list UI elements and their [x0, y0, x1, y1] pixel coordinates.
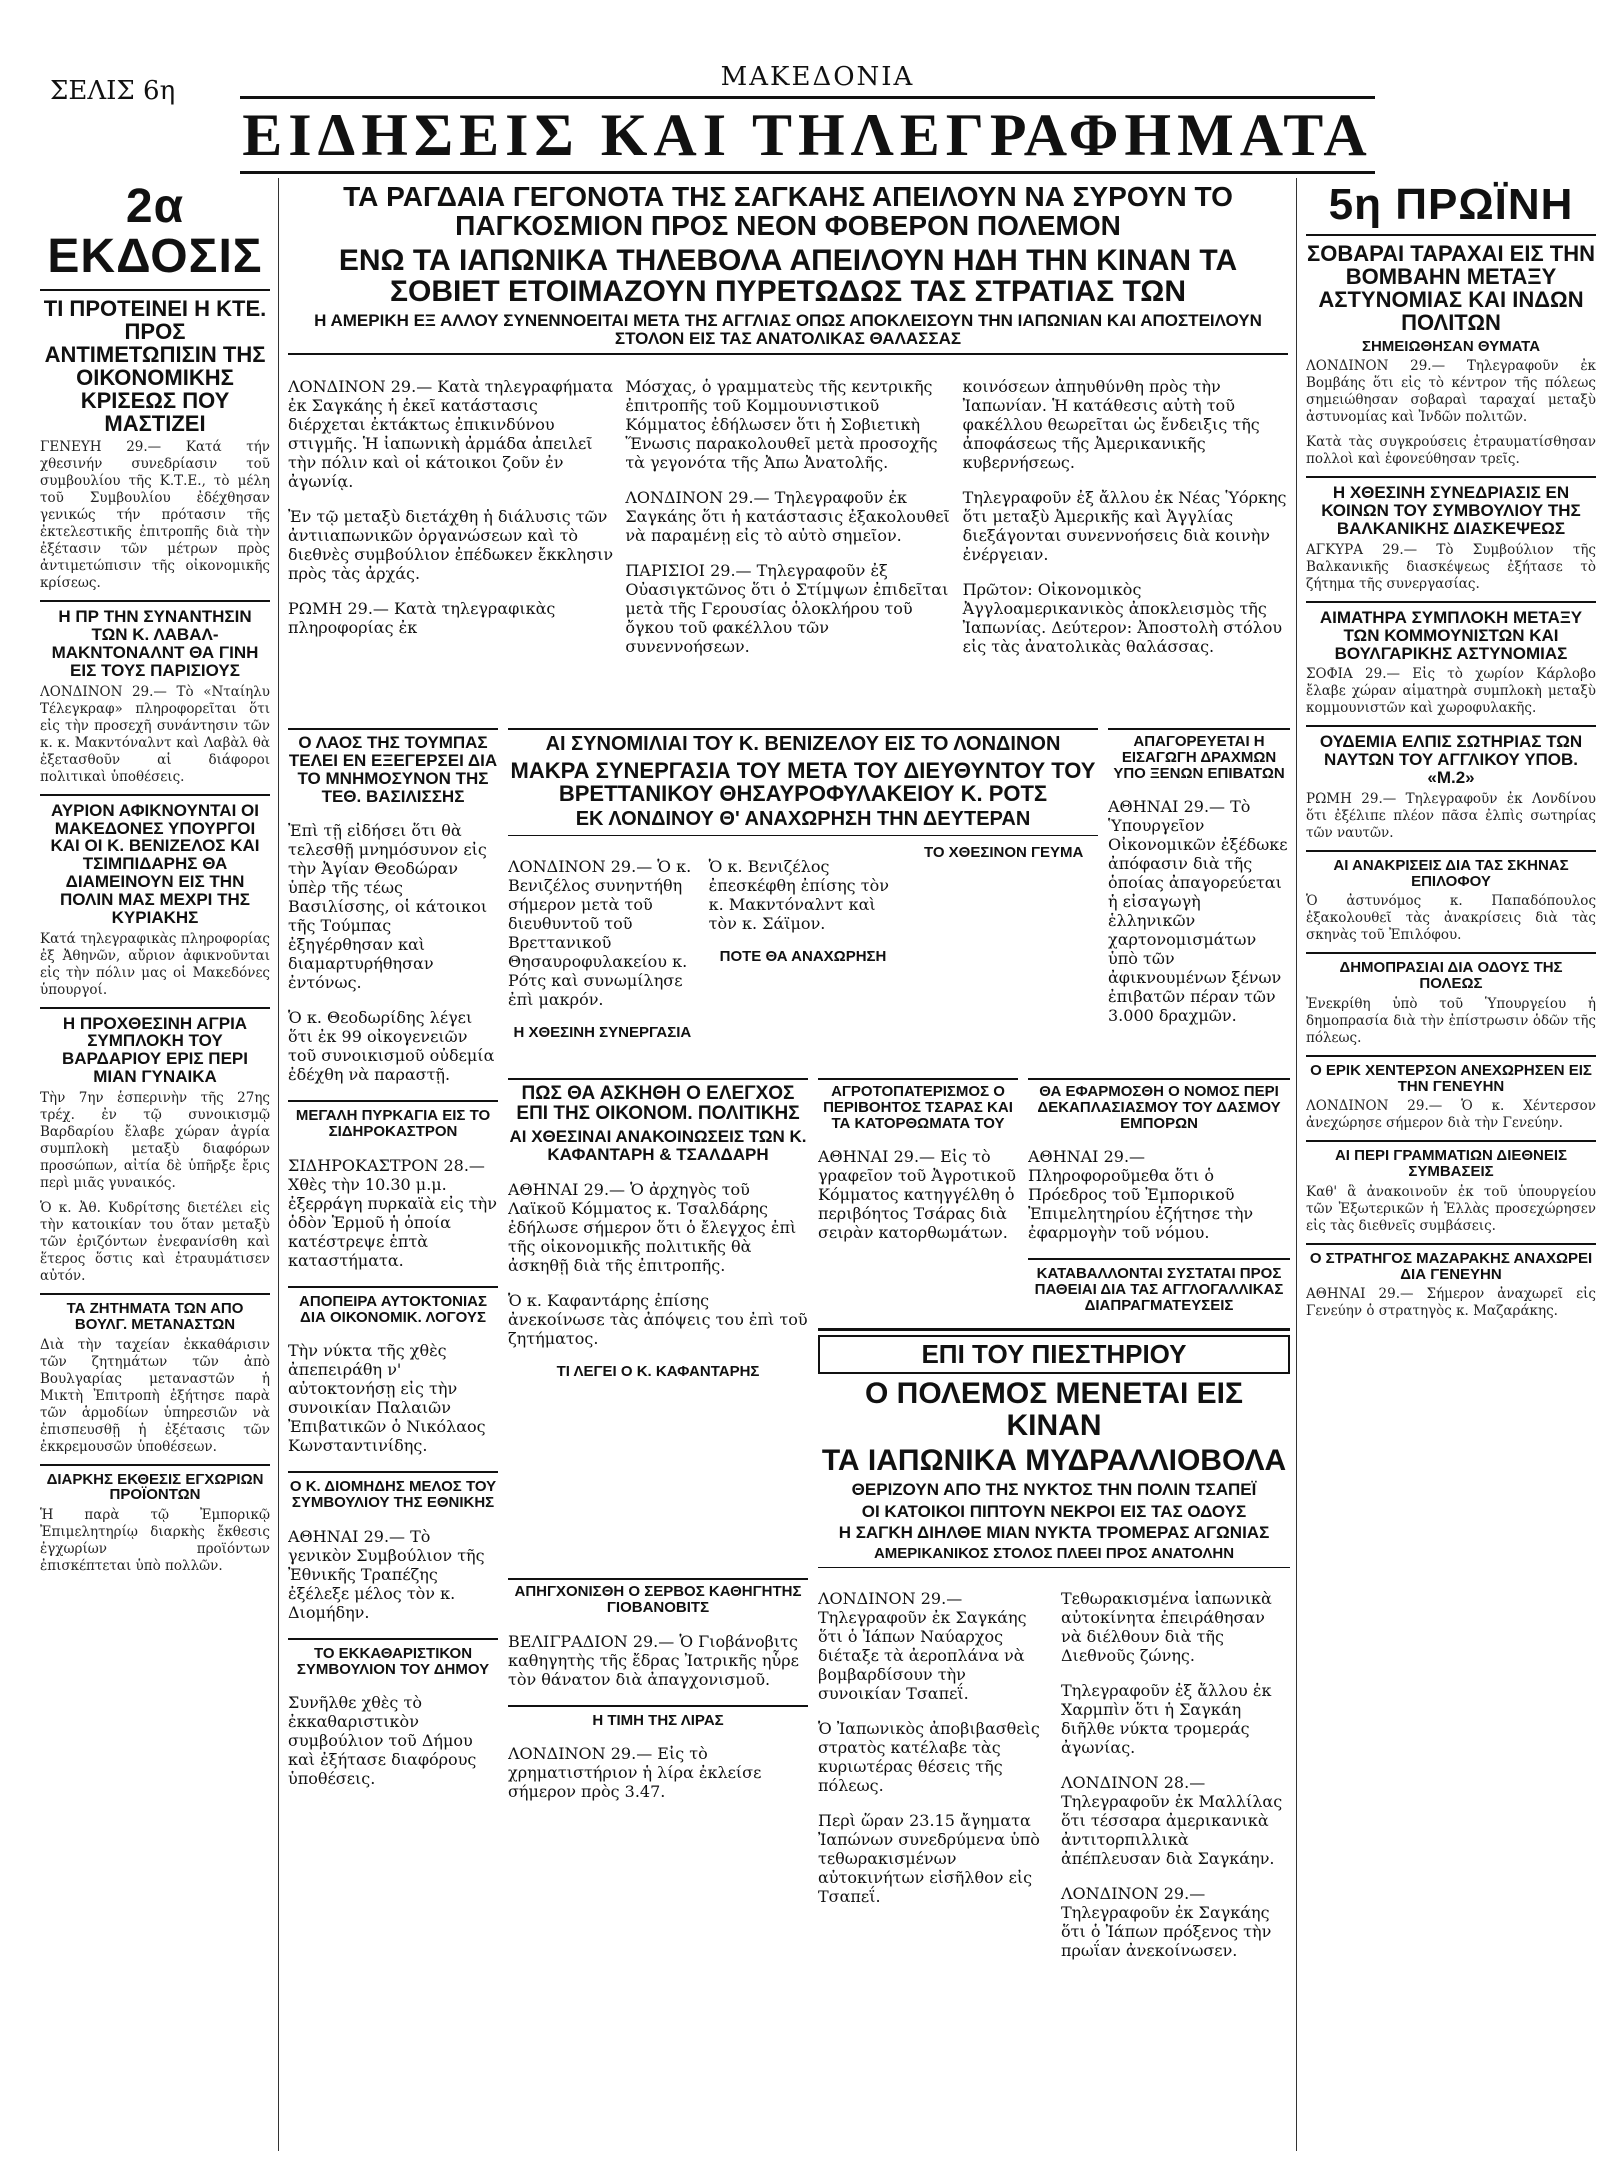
headline-auctions: ΔΗΜΟΠΡΑΣΙΑΙ ΔΙΑ ΟΔΟΥΣ ΤΗΣ ΠΟΛΕΩΣ: [1339, 959, 1563, 993]
headline-submarine: ΟΥΔΕΜΙΑ ΕΛΠΙΣ ΣΩΤΗΡΙΑΣ ΤΩΝ ΝΑΥΤΩΝ ΤΟΥ ΑΓΓΛΙΚΟΥ ΥΠΟΒ. «Μ.2»: [1319, 732, 1583, 788]
headline-venizelos: ΑΙ ΣΥΝΟΜΙΛΙΑΙ ΤΟΥ Κ. ΒΕΝΙΖΕΛΟΥ ΕΙΣ ΤΟ ΛΟΝΔΙΝΟΝ: [545, 733, 1061, 755]
article-text: ΣΟΦΙΑ 29.— Εἰς τὸ χωρίον Κάρλοβο ἔλαβε χώραν αἱματηρὰ συμπλοκὴ μεταξὺ κομμουνιστῶν καὶ χωροφυλακῆς.: [1306, 666, 1596, 717]
article-text: ΛΟΝΔΙΝΟΝ 29.— Εἰς τὸ χρηματιστήριον ἡ λίρα ἐκλείσε σήμερον πρὸς 3.47.: [508, 1744, 762, 1802]
headline-serbian: ΑΠΗΓΧΟΝΙΣΘΗ Ο ΣΕΡΒΟΣ ΚΑΘΗΓΗΤΗΣ ΓΙΟΒΑΝΟΒΙΤΣ: [514, 1583, 802, 1616]
headline-toumpa: Ο ΛΑΟΣ ΤΗΣ ΤΟΥΜΠΑΣ ΤΕΛΕΙ ΕΝ ΕΞΕΓΕΡΣΕΙ ΔΙΑ ΤΟ ΜΝΗΜΟΣΥΝΟΝ ΤΗΣ ΤΕΘ. ΒΑΣΙΛΙΣΣΗΣ: [288, 733, 498, 806]
headline-drachma: ΑΠΑΓΟΡΕΥΕΤΑΙ Η ΕΙΣΑΓΩΓΗ ΔΡΑΧΜΩΝ ΥΠΟ ΞΕΝΩΝ ΕΠΙΒΑΤΩΝ: [1113, 733, 1285, 782]
article-text: ΛΟΝΔΙΝΟΝ 29.— Τηλεγραφοῦν ἐκ Σαγκάης ὅτι ἡ κατάστασις ἐξακολουθεῖ νὰ παραμένῃ εἰς τὸ αὐτὸ σημεῖον.: [625, 488, 950, 546]
edition-label: 5η ΠΡΩΪΝΗ: [1328, 180, 1574, 229]
article-text: ΑΘΗΝΑΙ 29.— Πληροφοροῦμεθα ὅτι ὁ Πρόεδρος τοῦ Ἐμπορικοῦ Ἐπιμελητηρίου ἐζήτησε τὴν ἐφαρμογὴν τοῦ νόμου.: [1028, 1147, 1254, 1243]
article-text: ΡΩΜΗ 29.— Κατὰ τηλεγραφικὰς πληροφορίας ἐκ: [288, 599, 556, 638]
middle-left-column: [288, 728, 498, 2155]
article-text: Τηλεγραφοῦν ἐξ ἄλλου ἐκ Νέας Ὑόρκης ὅτι μεταξὺ Ἀμερικῆς καὶ Ἀγγλίας διεξάγονται συνεννοήσεις διὰ κοινὴν ἐνέργειαν.: [962, 488, 1287, 565]
subhead-when-depart: ΠΟΤΕ ΘΑ ΑΝΑΧΩΡΗΣΗ: [719, 948, 887, 966]
subhead-kafantaris: ΤΙ ΛΕΓΕΙ Ο Κ. ΚΑΦΑΝΤΑΡΗΣ: [556, 1362, 760, 1380]
press-headline-4: ΟΙ ΚΑΤΟΙΚΟΙ ΠΙΠΤΟΥΝ ΝΕΚΡΟΙ ΕΙΣ ΤΑΣ ΟΔΟΥΣ: [861, 1501, 1247, 1521]
article-text: ΣΙΔΗΡΟΚΑΣΤΡΟΝ 28.— Χθὲς τὴν 10.30 μ.μ. ἐξερράγη πυρκαϊὰ εἰς τὴν ὁδὸν Ἑρμοῦ ἡ ὁποία κατέστρεψε ἑπτὰ καταστήματα.: [288, 1155, 497, 1270]
article-text: Ὁ κ. Βενιζέλος ἐπεσκέφθη ἐπίσης τὸν κ. Μακντόναλντ καὶ τὸν κ. Σάϊμον.: [708, 857, 889, 934]
headline-tsaras: ΑΓΡΟΤΟΠΑΤΕΡΙΣΜΟΣ Ο ΠΕΡΙΒΟΗΤΟΣ ΤΣΑΡΑΣ ΚΑΙ ΤΑ ΚΑΤΟΡΘΩΜΑΤΑ ΤΟΥ: [823, 1083, 1013, 1132]
press-headline-3: ΘΕΡΙΖΟΥΝ ΑΠΟ ΤΗΣ ΝΥΚΤΟΣ ΤΗΝ ΠΟΛΙΝ ΤΣΑΠΕΪ: [851, 1479, 1257, 1499]
article-text: Τὴν 7ην ἑσπερινὴν τῆς 27ης τρέχ. ἐν τῷ συνοικισμῷ Βαρδαρίου ἔλαβε χώραν ἀγρία συμπλοκὴ μεταξὺ διαφόρων προσώπων, αἰτία δὲ ὑπῆρξε ἔρις περὶ μιᾶς γυναικός.: [40, 1090, 270, 1191]
article-text: Ἐπὶ τῇ εἰδήσει ὅτι θὰ τελεσθῇ μνημόσυνον εἰς τὴν Ἀγίαν Θεοδώραν ὑπὲρ τῆς τέως Βασιλίσσης, οἱ κάτοικοι τῆς Τούμπας ἐξηγέρθησαν καὶ διαμαρτυρήθησαν ἐντόνως.: [288, 821, 488, 993]
press-headline-1: Ο ΠΟΛΕΜΟΣ ΜΕΝΕΤΑΙ ΕΙΣ ΚΙΝΑΝ: [864, 1377, 1243, 1442]
article-text: Τηλεγραφοῦν ἐξ ἄλλου ἐκ Χαρμπὶν ὅτι ἡ Σαγκάη διῆλθε νύκτα τρομεράς ἀγωνίας.: [1061, 1681, 1272, 1758]
article-text: Μόσχας, ὁ γραμματεὺς τῆς κεντρικῆς ἐπιτροπῆς τοῦ Κομμουνιστικοῦ Κόμματος ἐδήλωσεν ὅτι ἡ Σοβιετικὴ Ἕνωσις παρακολουθεῖ μετὰ προσοχῆς τὰ γεγονότα τῆς Ἀπω Ἀνατολῆς.: [625, 377, 938, 473]
control-story: [508, 1078, 808, 1570]
press-headline-5: Η ΣΑΓΚΗ ΔΙΗΛΘΕ ΜΙΑΝ ΝΥΚΤΑ ΤΡΟΜΕΡΑΣ ΑΓΩΝΙΑΣ: [838, 1523, 1270, 1543]
article-text: ΓΕΝΕΥΗ 29.— Κατά τήν χθεσινήν συνεδρίασιν τοῦ συμβουλίου τῆς Κ.Τ.Ε., τὸ μέλη τοῦ Συμβουλίου ἐδέχθησαν γενικώς τήν πρότασιν τῆς ἐκτελεστικῆς ἐπιτροπῆς διὰ τὴν ἐξέτασιν τῶν μέτρων πρὸς ἀντιμετώπισιν τῆς οἰκονομικῆς κρίσεως.: [40, 439, 270, 592]
article-text: ΑΘΗΝΑΙ 29.— Εἰς τὸ γραφεῖον τοῦ Ἀγροτικοῦ Κόμματος κατηγγέλθη ὁ περιβόητος Τσάρας διὰ σειρὰν κατορθωμάτων.: [818, 1147, 1016, 1243]
article-text: ΠΑΡΙΣΙΟΙ 29.— Τηλεγραφοῦν ἐξ Οὐασιγκτῶνος ὅτι ὁ Στίμψων ἐπιδεῖται μετὰ τῆς Γερουσίας ὁλοκλήρου τοῦ ὄγκου τοῦ φακέλλου τῶν συνεννοήσεων.: [625, 561, 949, 657]
press-headline-2: ΤΑ ΙΑΠΩΝΙΚΑ ΜΥΔΡΑΛΛΙΟΒΟΛΑ: [821, 1444, 1287, 1478]
article-text: ΛΟΝΔΙΝΟΝ 29.— Τὸ «Νταίηλυ Τέλεγκραφ» πληροφορεῖται ὅτι εἰς τὴν προσεχῆ συνάντησιν τῶν κ. κ. Μακντόναλντ καὶ Λαβὰλ θὰ ἐξετασθοῦν αἱ διάφοροι πολιτικαὶ ὑποθέσεις.: [40, 683, 270, 785]
main-subheadline: Η ΑΜΕΡΙΚΗ ΕΞ ΑΛΛΟΥ ΣΥΝΕΝΝΟΕΙΤΑΙ ΜΕΤΑ ΤΗΣ ΑΓΓΛΙΑΣ ΟΠΩΣ ΑΠΟΚΛΕΙΣΟΥΝ ΤΗΝ ΙΑΠΩΝΙΑΝ ΚΑΙ ΑΠΟΣΤΕΙΛΟΥΝ ΣΤΟΛΟΝ ΕΙΣ ΤΑΣ ΑΝΑΤΟΛΙΚΑΣ ΘΑΛΑΣΣΑΣ: [314, 310, 1262, 348]
headline-suicide: ΑΠΟΠΕΙΡΑ ΑΥΤΟΚΤΟΝΙΑΣ ΔΙΑ ΟΙΚΟΝΟΜΙΚ. ΛΟΓΟΥΣ: [299, 1292, 487, 1326]
page-number: ΣΕΛΙΣ 6η: [50, 76, 176, 106]
article-text: ΛΟΝΔΙΝΟΝ 29.— Τηλεγραφοῦν ἐκ Βομβάης ὅτι εἰς τὸ κέντρον τῆς πόλεως σημειώθησαν σοβαραὶ ταραχαί μεταξὺ ἀστυνομίας καὶ Ἰνδῶν πολιτῶν.: [1306, 358, 1596, 426]
article-text: Ὁ Ἰαπωνικὸς ἀποβιβασθεὶς στρατὸς κατέλαβε τὰς κυριωτέρας θέσεις τῆς πόλεως.: [818, 1719, 1040, 1796]
article-text: Ὁ κ. Ἀθ. Κυδρίτσης διετέλει εἰς τὴν κατοικίαν του ὅταν μεταξὺ τῶν ἐριζόντων ἐνεφανίσθη καὶ ἕτερος ὅστις καὶ ἐτραυμάτισεν αὐτόν.: [40, 1200, 270, 1284]
headline-control: ΠΩΣ ΘΑ ΑΣΚΗΘΗ Ο ΕΛΕΓΧΟΣ ΕΠΙ ΤΗΣ ΟΙΚΟΝΟΜ. ΠΟΛΙΤΙΚΗΣ: [516, 1083, 800, 1124]
press-story: [818, 1328, 1290, 2161]
article-text: Τὴν νύκτα τῆς χθὲς ἀπεπειράθη ν' αὐτοκτονήσῃ εἰς τὴν συνοικίαν Παλαιῶν Ἐπιβατικῶν ὁ Νικόλαος Κωνσταντινίδης.: [288, 1341, 486, 1456]
article-text: κοινόσεων ἀπηυθύνθη πρὸς τὴν Ἰαπωνίαν. Ἡ κατάθεσις αὐτὴ τοῦ φακέλλου θεωρεῖται ὡς ἔνδειξις τῆς ἀποφάσεως τῆς Ἀμερικανικῆς κυβερνήσεως.: [962, 377, 1260, 473]
left-column: [40, 178, 270, 2151]
article-text: ΛΟΝΔΙΝΟΝ 29.— Τηλεγραφοῦν ἐκ Σαγκάης ὅτι ὁ Ἰάπων Ναύαρχος διέταξε τὰ ἀεροπλάνα νὰ βομβαρδίσουν τὴν συνοικίαν Τσαπεΐ.: [818, 1589, 1027, 1704]
headline-epilofos: ΑΙ ΑΝΑΚΡΙΣΕΙΣ ΔΙΑ ΤΑΣ ΣΚΗΝΑΣ ΕΠΙΛΟΦΟΥ: [1333, 856, 1569, 890]
headline-council: ΤΟ ΕΚΚΑΘΑΡΙΣΤΙΚΟΝ ΣΥΜΒΟΥΛΙΟΝ ΤΟΥ ΔΗΜΟΥ: [296, 1644, 490, 1678]
headline-conventions: ΑΙ ΠΕΡΙ ΓΡΑΜΜΑΤΙΩΝ ΔΙΕΘΝΕΙΣ ΣΥΜΒΑΣΕΙΣ: [1334, 1147, 1568, 1181]
subhead-dinner: ΤΟ ΧΘΕΣΙΝΟΝ ΓΕΥΜΑ: [923, 844, 1084, 862]
headline-negotiations: ΚΑΤΑΒΑΛΛΟΝΤΑΙ ΣΥΣΤΑΤΑΙ ΠΡΟΣ ΠΑΘΕΙΑΙ ΔΙΑ ΤΑΣ ΑΓΓΛΟΓΑΛΛΙΚΑΣ ΔΙΑΠΡΑΓΜΑΤΕΥΣΕΙΣ: [1034, 1265, 1284, 1314]
section-banner: ΕΙΔΗΣΕΙΣ ΚΑΙ ΤΗΛΕΓΡΑΦΗΜΑΤΑ: [240, 96, 1375, 174]
article-text: Καθ' ἃ ἀνακοινοῦν ἐκ τοῦ ὑπουργείου τῶν Ἐξωτερικῶν ἡ Ἑλλὰς προσεχώρησεν εἰς τὰς διεθνεῖς συμβάσεις.: [1306, 1183, 1596, 1234]
press-headline-6: ΑΜΕΡΙΚΑΝΙΚΟΣ ΣΤΟΛΟΣ ΠΛΕΕΙ ΠΡΟΣ ΑΝΑΤΟΛΗΝ: [873, 1545, 1235, 1563]
headline-kte: ΤΙ ΠΡΟΤΕΙΝΕΙ Η ΚΤΕ. ΠΡΟΣ ΑΝΤΙΜΕΤΩΠΙΣΙΝ ΤΗΣ ΟΙΚΟΝΟΜΙΚΗΣ ΚΡΙΣΕΩΣ ΠΟΥ ΜΑΣΤΙΖΕΙ: [43, 295, 267, 437]
article-text: ΡΩΜΗ 29.— Τηλεγραφοῦν ἐκ Λονδίνου ὅτι ἐξέλιπε πλέον πᾶσα ἐλπὶς σωτηρίας τῶν ναυτῶν.: [1306, 790, 1596, 841]
headline-departure: ΕΚ ΛΟΝΔΙΝΟΥ Θ' ΑΝΑΧΩΡΗΣΗ ΤΗΝ ΔΕΥΤΕΡΑΝ: [575, 808, 1031, 831]
article-text: Ἐνεκρίθη ὑπὸ τοῦ Ὑπουργείου ἡ δημοπρασία διὰ τὴν ἐπίστρωσιν ὁδῶν τῆς πόλεως.: [1306, 995, 1596, 1046]
article-text: ΛΟΝΔΙΝΟΝ 29.— Ὁ κ. Χέντερσον ἀνεχώρησε σήμερον διὰ τὴν Γενεύην.: [1306, 1098, 1596, 1132]
headline-fire: ΜΕΓΑΛΗ ΠΥΡΚΑΓΙΑ ΕΙΣ ΤΟ ΣΙΔΗΡΟΚΑΣΤΡΟΝ: [295, 1107, 491, 1141]
article-text: Κατά τηλεγραφικὰς πληροφορίας ἐξ Ἀθηνῶν, αὔριον ἀφικνοῦνται εἰς τὴν πόλιν μας οἱ Μακεδόνες ὑπουργοί.: [40, 930, 270, 998]
press-kicker: ΕΠΙ ΤΟΥ ΠΙΕΣΤΗΡΙΟΥ: [818, 1335, 1290, 1374]
column-divider: [278, 178, 279, 2151]
drachma-story: [1108, 728, 1290, 1070]
headline-ministers: ΑΥΡΙΟΝ ΑΦΙΚΝΟΥΝΤΑΙ ΟΙ ΜΑΚΕΔΟΝΕΣ ΥΠΟΥΡΓΟΙ ΚΑΙ ΟΙ Κ. ΒΕΝΙΖΕΛΟΣ ΚΑΙ ΤΣΙΜΠΙΔΑΡΗΣ ΘΑ ΔΙΑΜΕΙΝΟΥΝ ΕΙΣ ΤΗΝ ΠΟΛΙΝ ΜΑΣ ΜΕΧΡΙ ΤΗΣ ΚΥΡΙΑΚΗΣ: [50, 800, 260, 927]
article-text: ΑΘΗΝΑΙ 29.— Τὸ Ὑπουργεῖον Οἰκονομικῶν ἐξέδωκε ἀπόφασιν διὰ τῆς ὁποίας ἀπαγορεύεται ἡ εἰσαγωγὴ ἑλληνικῶν χαρτονομισμάτων ὑπὸ τῶν ἀφικνουμένων ξένων ἐπιβατῶν πέραν τῶν 3.000 δραχμῶν.: [1108, 797, 1288, 1026]
article-text: Ἐν τῷ μεταξὺ διετάχθη ἡ διάλυσις τῶν ἀντιιαπωνικῶν ὀργανώσεων καὶ τὸ διεθνὲς συμβούλιον ἐπέδωκεν ἔκκλησιν πρὸς τὰς ἀρχάς.: [288, 507, 614, 584]
article-text: Περὶ ὥραν 23.15 ἄγηματα Ἰαπώνων συνεδρύμενα ὑπὸ τεθωρακισμένων αὐτοκινήτων εἰσῆλθον εἰς Τσαπεΐ.: [818, 1811, 1040, 1907]
headline-lira: Η ΤΙΜΗ ΤΗΣ ΛΙΡΑΣ: [592, 1711, 724, 1729]
subhead-cooperation: Η ΧΘΕΣΙΝΗ ΣΥΝΕΡΓΑΣΙΑ: [513, 1024, 692, 1042]
headline-emigrants: ΤΑ ΖΗΤΗΜΑΤΑ ΤΩΝ ΑΠΟ ΒΟΥΛΓ. ΜΕΤΑΝΑΣΤΩΝ: [66, 1300, 244, 1333]
column-divider: [1296, 178, 1297, 2151]
masthead: [40, 60, 1595, 106]
article-text: ΑΓΚΥΡΑ 29.— Τὸ Συμβούλιον τῆς Βαλκανικῆς διασκέψεως ἐξήτασε τὸ ζήτημα τῆς συνεργασίας.: [1306, 541, 1596, 592]
headline-bulgaria: ΑΙΜΑΤΗΡΑ ΣΥΜΠΛΟΚΗ ΜΕΤΑΞΥ ΤΩΝ ΚΟΜΜΟΥΝΙΣΤΩΝ ΚΑΙ ΒΟΥΛΓΑΡΙΚΗΣ ΑΣΤΥΝΟΜΙΑΣ: [1319, 607, 1583, 663]
paper-name: ΜΑΚΕΔΟΝΙΑ: [720, 62, 915, 92]
main-headline-2: ΕΝΩ ΤΑ ΙΑΠΩΝΙΚΑ ΤΗΛΕΒΟΛΑ ΑΠΕΙΛΟΥΝ ΗΔΗ ΤΗΝ ΚΙΝΑΝ ΤΑ ΣΟΒΙΕΤ ΕΤΟΙΜΑΖΟΥΝ ΠΥΡΕΤΩΔΩΣ ΤΑΣ ΣΤΡΑΤΙΑΣ ΤΩΝ: [338, 243, 1238, 309]
right-column: [1306, 178, 1596, 2151]
article-text: Ὁ κ. Καφαντάρης ἐπίσης ἀνεκοίνωσε τὰς ἀπόψεις του ἐπὶ τοῦ ζητήματος.: [508, 1290, 808, 1348]
article-text: ΛΟΝΔΙΝΟΝ 28.— Τηλεγραφοῦν ἐκ Μαλλίλας ὅτι τέσσαρα ἀμερικανικὰ ἀντιτορπιλλικὰ ἀπέπλευσαν διὰ Σαγκάην.: [1061, 1773, 1283, 1869]
headline-mazarakis: Ο ΣΤΡΑΤΗΓΟΣ ΜΑΖΑΡΑΚΗΣ ΑΝΑΧΩΡΕΙ ΔΙΑ ΓΕΝΕΥΗΝ: [1309, 1249, 1593, 1283]
subheadline-victims: ΣΗΜΕΙΩΘΗΣΑΝ ΘΥΜΑΤΑ: [1361, 337, 1541, 355]
article-text: Διὰ τὴν ταχείαν ἐκκαθάρισιν τῶν ζητημάτων τῶν ἀπὸ Βουλγαρίας μεταναστῶν ἡ Μικτὴ Ἐπιτροπὴ ἐξήτησε παρὰ τῶν ἁρμοδίων ὑπηρεσιῶν νὰ ἐπισπευσθῇ ἡ ἐξέτασις τῶν ἐκκρεμουσῶν ὑποθέσεων.: [40, 1336, 270, 1455]
headline-laval: Η ΠΡ ΤΗΝ ΣΥΝΑΝΤΗΣΙΝ ΤΩΝ Κ. ΛΑΒΑΛ-ΜΑΚΝΤΟΝΑΛΝΤ ΘΑ ΓΙΝΗ ΕΙΣ ΤΟΥΣ ΠΑΡΙΣΙΟΥΣ: [51, 607, 259, 680]
article-text: Ὁ κ. Θεοδωρίδης λέγει ὅτι ἐκ 99 οἰκογενειῶν τοῦ συνοικισμοῦ οὐδεμία ἐδέχθη νὰ παραστῇ.: [288, 1008, 495, 1085]
headline-balkan: Η ΧΘΕΣΙΝΗ ΣΥΝΕΔΡΙΑΣΙΣ ΕΝ ΚΟΙΝΩΝ ΤΟΥ ΣΥΜΒΟΥΛΙΟΥ ΤΗΣ ΒΑΛΚΑΝΙΚΗΣ ΔΙΑΣΚΕΨΕΩΣ: [1321, 483, 1581, 538]
article-text: ΛΟΝΔΙΝΟΝ 29.— Τηλεγραφοῦν ἐκ Σαγκάης ὅτι ὁ Ἰάπων πρόξενος τὴν πρωΐαν ἀνεκοίνωσεν.: [1061, 1884, 1272, 1961]
article-text: Πρῶτον: Οἰκονομικὸς Ἀγγλοαμερικανικὸς ἀποκλεισμὸς τῆς Ἰαπωνίας. Δεύτερον: Ἀποστολὴ στόλου εἰς τὰς ἀνατολικὰς θαλάσσας.: [962, 580, 1283, 657]
tsaras-story: [818, 1078, 1018, 1320]
headline-announcements: ΑΙ ΧΘΕΣΙΝΑΙ ΑΝΑΚΟΙΝΩΣΕΙΣ ΤΩΝ Κ. ΚΑΦΑΝΤΑΡΗ & ΤΣΑΛΔΑΡΗ: [509, 1126, 807, 1164]
article-text: ΑΘΗΝΑΙ 29.— Σήμερον ἀναχωρεῖ εἰς Γενεύην ὁ στρατηγὸς κ. Μαζαράκης.: [1306, 1286, 1596, 1320]
article-text: Συνῆλθε χθὲς τὸ ἐκκαθαριστικὸν συμβούλιον τοῦ Δήμου καὶ ἐξήτασε διαφόρους ὑποθέσεις.: [288, 1693, 477, 1789]
main-story: [288, 178, 1288, 718]
article-text: Ἡ παρὰ τῷ Ἐμπορικῷ Ἐπιμελητηρίῳ διαρκὴς ἔκθεσις ἐγχωρίων προϊόντων ἐπισκέπτεται ὑπὸ πολλῶν.: [40, 1507, 270, 1574]
headline-bombay: ΣΟΒΑΡΑΙ ΤΑΡΑΧΑΙ ΕΙΣ ΤΗΝ ΒΟΜΒΑΗΝ ΜΕΤΑΞΥ ΑΣΤΥΝΟΜΙΑΣ ΚΑΙ ΙΝΔΩΝ ΠΟΛΙΤΩΝ: [1307, 241, 1595, 336]
article-text: ΛΟΝΔΙΝΟΝ 29.— Κατὰ τηλεγραφήματα ἐκ Σαγκάης ἡ ἐκεῖ κατάστασις διέρχεται ἐκτάκτως ἐπικινδύνου στιγμῆς. Ἡ ἰαπωνικὴ ἀρμάδα ἀπειλεῖ τὴν πόλιν καὶ οἱ κάτοικοι ζοῦν ἐν ἀγωνίᾳ.: [288, 377, 614, 492]
article-text: ΑΘΗΝΑΙ 29.— Ὁ ἀρχηγὸς τοῦ Λαϊκοῦ Κόμματος κ. Τσαλδάρης ἐδήλωσε σήμερον ὅτι ὁ ἔλεγχος ἐπὶ τῆς οἰκονομικῆς πολιτικῆς θὰ ἀσκηθῇ διὰ τῆς ἐπιτροπῆς.: [508, 1179, 797, 1275]
headline-vardar-fight: Η ΠΡΟΧΘΕΣΙΝΗ ΑΓΡΙΑ ΣΥΜΠΛΟΚΗ ΤΟΥ ΒΑΡΔΑΡΙΟΥ ΕΡΙΣ ΠΕΡΙ ΜΙΑΝ ΓΥΝΑΙΚΑ: [61, 1013, 248, 1087]
headline-diomidis: Ο Κ. ΔΙΟΜΗΔΗΣ ΜΕΛΟΣ ΤΟΥ ΣΥΜΒΟΥΛΙΟΥ ΤΗΣ ΕΘΝΙΚΗΣ: [289, 1478, 497, 1512]
headline-henderson: Ο ΕΡΙΚ ΧΕΝΤΕΡΣΟΝ ΑΝΕΧΩΡΗΣΕΝ ΕΙΣ ΤΗΝ ΓΕΝΕΥΗΝ: [1310, 1061, 1592, 1095]
venizelos-story: [508, 728, 1098, 1070]
main-headline-1: ΤΑ ΡΑΓΔΑΙΑ ΓΕΓΟΝΟΤΑ ΤΗΣ ΣΑΓΚΑΗΣ ΑΠΕΙΛΟΥΝ ΝΑ ΣΥΡΟΥΝ ΤΟ ΠΑΓΚΟΣΜΙΟΝ ΠΡΟΣ ΝΕΟΝ ΦΟΒΕΡΟΝ ΠΟΛΕΜΟΝ: [343, 181, 1233, 242]
lower-mid-column: [508, 1578, 808, 2155]
article-text: Κατὰ τὰς συγκρούσεις ἐτραυματίσθησαν πολλοὶ καὶ ἐφονεύθησαν τρεῖς.: [1306, 434, 1596, 468]
headline-rots: ΜΑΚΡΑ ΣΥΝΕΡΓΑΣΙΑ ΤΟΥ ΜΕΤΑ ΤΟΥ ΔΙΕΥΘΥΝΤΟΥ ΤΟΥ ΒΡΕΤΤΑΝΙΚΟΥ ΘΗΣΑΥΡΟΦΥΛΑΚΕΙΟΥ Κ. ΡΟΤΣ: [510, 758, 1096, 807]
article-text: Ὁ ἀστυνόμος κ. Παπαδόπουλος ἐξακολουθεῖ τὰς ἀνακρίσεις διὰ τὰς σκηνὰς τοῦ Ἐπιλόφου.: [1306, 893, 1596, 944]
headline-tax: ΘΑ ΕΦΑΡΜΟΣΘΗ Ο ΝΟΜΟΣ ΠΕΡΙ ΔΕΚΑΠΛΑΣΙΑΣΜΟΥ ΤΟΥ ΔΑΣΜΟΥ ΕΜΠΟΡΩΝ: [1037, 1083, 1281, 1132]
tax-story: [1028, 1078, 1290, 1320]
article-text: ΒΕΛΙΓΡΑΔΙΟΝ 29.— Ὁ Γιοβάνοβιτς καθηγητὴς τῆς ἔδρας Ἰατρικῆς ηὗρε τὸν θάνατον διὰ ἀπαγχονισμοῦ.: [508, 1631, 799, 1689]
article-text: ΑΘΗΝΑΙ 29.— Τὸ γενικὸν Συμβούλιον τῆς Ἐθνικῆς Τραπέζης ἐξέλεξε μέλος τὸν κ. Διομήδην.: [288, 1526, 485, 1622]
article-text: ΛΟΝΔΙΝΟΝ 29.— Ὁ κ. Βενιζέλος συνηντήθη σήμερον μετὰ τοῦ διευθυντοῦ τοῦ Βρεττανικοῦ Θησαυροφυλακείου κ. Ρότς καὶ συνωμίλησε ἐπὶ μακρόν.: [508, 857, 692, 1010]
article-text: Τεθωρακισμένα ἰαπωνικὰ αὐτοκίνητα ἐπειράθησαν νὰ διέλθουν διὰ τῆς Διεθνοῦς ζώνης.: [1061, 1589, 1272, 1666]
edition-label: 2α ΕΚΔΟΣΙΣ: [47, 180, 263, 284]
headline-exhibition: ΔΙΑΡΚΗΣ ΕΚΘΕΣΙΣ ΕΓΧΩΡΙΩΝ ΠΡΟΪΟΝΤΩΝ: [46, 1470, 264, 1504]
